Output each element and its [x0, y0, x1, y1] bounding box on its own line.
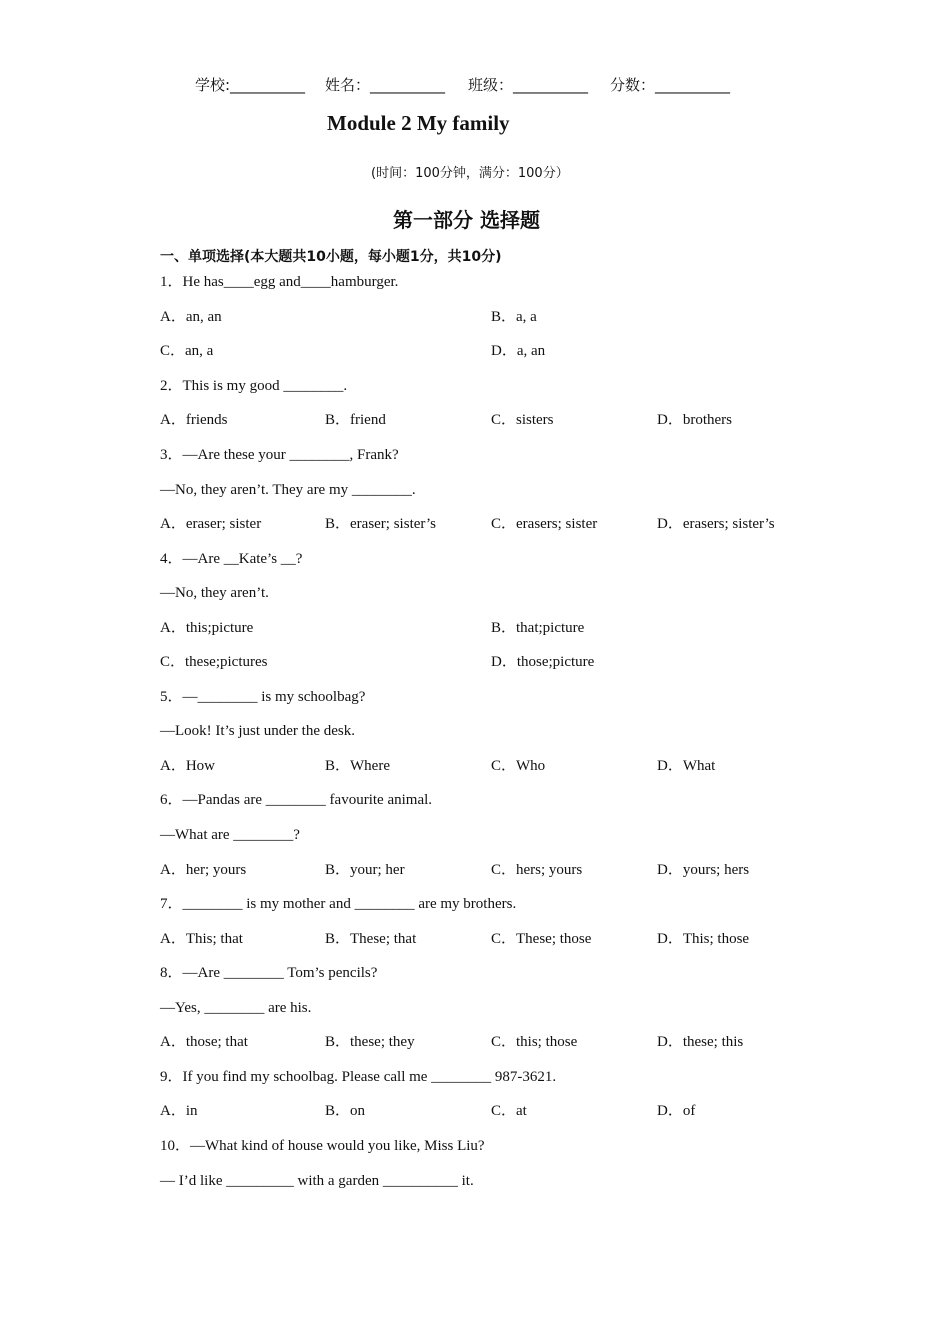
question-3-text: 3．—Are these your ________, Frank?	[160, 447, 399, 463]
question-9-option-d: D．of	[657, 1103, 696, 1119]
question-6-option-c: C．hers; yours	[491, 862, 583, 878]
header-name: 姓名：__________	[325, 76, 446, 94]
question-4-answer-line: —No, they aren’t.	[160, 585, 269, 601]
question-5-option-d: D．What	[657, 758, 716, 774]
question-3-answer-line: —No, they aren’t. They are my ________.	[160, 482, 416, 498]
question-3-option-c: C．erasers; sister	[491, 516, 598, 532]
question-2-option-d: D．brothers	[657, 412, 732, 428]
question-4-option-a: A．this;picture	[160, 620, 254, 636]
question-6-answer-line: —What are ________?	[160, 827, 300, 843]
question-6-option-d: D．yours; hers	[657, 862, 750, 878]
question-4-option-c: C．these;pictures	[160, 654, 268, 670]
question-5-text: 5．—________ is my schoolbag?	[160, 689, 366, 705]
header-school: 学校:__________	[195, 76, 306, 94]
question-4-option-b: B．that;picture	[491, 620, 585, 636]
header-class: 班级：__________	[468, 76, 589, 94]
part-title: 第一部分 选择题	[393, 208, 540, 232]
question-8-option-c: C．this; those	[491, 1034, 578, 1050]
question-3-option-b: B．eraser; sister’s	[325, 516, 436, 532]
question-5-option-c: C．Who	[491, 758, 546, 774]
question-7-option-c: C．These; those	[491, 931, 592, 947]
time-note: (时间：100分钟，满分：100分）	[371, 166, 569, 181]
question-4-option-d: D．those;picture	[491, 654, 595, 670]
question-2-option-c: C．sisters	[491, 412, 554, 428]
question-5-answer-line: —Look! It’s just under the desk.	[160, 723, 355, 739]
question-9-text: 9．If you find my schoolbag. Please call me ________ 987-3621.	[160, 1069, 557, 1085]
question-4-text: 4．—Are __Kate’s __?	[160, 551, 303, 567]
question-9-option-a: A．in	[160, 1103, 198, 1119]
question-5-option-b: B．Where	[325, 758, 390, 774]
question-10-text: 10．—What kind of house would you like, Miss Liu?	[160, 1138, 485, 1154]
question-2-text: 2．This is my good ________.	[160, 378, 348, 394]
question-2-option-b: B．friend	[325, 412, 386, 428]
question-5-option-a: A．How	[160, 758, 215, 774]
question-6-option-a: A．her; yours	[160, 862, 247, 878]
question-10-answer-line: — I’d like _________ with a garden __________ it.	[160, 1173, 474, 1189]
question-7-option-d: D．This; those	[657, 931, 750, 947]
question-8-option-a: A．those; that	[160, 1034, 248, 1050]
question-1-option-b: B．a, a	[491, 309, 537, 325]
question-8-answer-line: —Yes, ________ are his.	[160, 1000, 312, 1016]
question-9-option-c: C．at	[491, 1103, 527, 1119]
question-6-text: 6．—Pandas are ________ favourite animal.	[160, 792, 433, 808]
question-3-option-d: D．erasers; sister’s	[657, 516, 775, 532]
header-score: 分数：__________	[610, 76, 731, 94]
question-2-option-a: A．friends	[160, 412, 228, 428]
question-1-option-c: C．an, a	[160, 343, 214, 359]
question-1-text: 1．He has____egg and____hamburger.	[160, 274, 399, 290]
question-1-option-a: A．an, an	[160, 309, 222, 325]
question-9-option-b: B．on	[325, 1103, 366, 1119]
section-title: 一、单项选择(本大题共10小题，每小题1分，共10分)	[160, 249, 502, 265]
question-1-option-d: D．a, an	[491, 343, 546, 359]
question-6-option-b: B．your; her	[325, 862, 405, 878]
question-3-option-a: A．eraser; sister	[160, 516, 262, 532]
question-7-text: 7．________ is my mother and ________ are my brothers.	[160, 896, 517, 912]
question-7-option-b: B．These; that	[325, 931, 417, 947]
question-8-text: 8．—Are ________ Tom’s pencils?	[160, 965, 378, 981]
question-8-option-d: D．these; this	[657, 1034, 744, 1050]
document-title: Module 2 My family	[327, 111, 510, 135]
question-7-option-a: A．This; that	[160, 931, 243, 947]
question-8-option-b: B．these; they	[325, 1034, 415, 1050]
